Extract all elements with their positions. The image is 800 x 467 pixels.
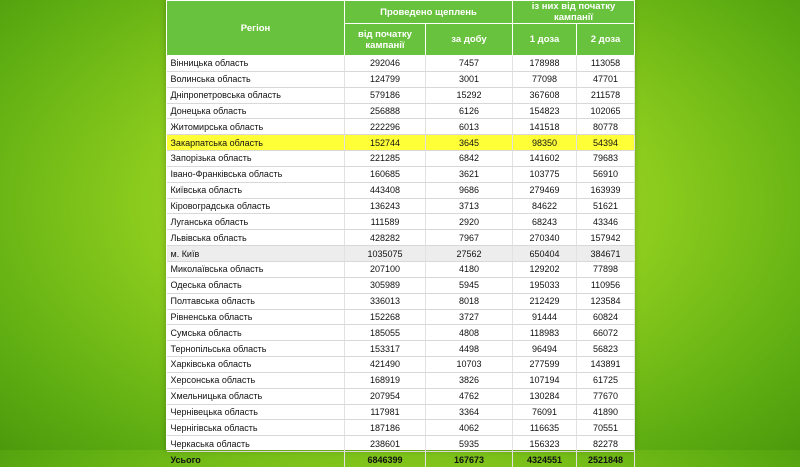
table-row: [167, 135, 635, 151]
dose2-cell: 384671: [577, 246, 635, 262]
per-day-cell: 8018: [426, 293, 513, 309]
vaccination-table: [166, 0, 635, 467]
table-row: [167, 436, 635, 452]
table-row: [167, 309, 635, 325]
region-cell: Вінницька область: [167, 56, 345, 72]
since-start-cell: 428282: [345, 230, 426, 246]
table-row: [167, 388, 635, 404]
region-cell: Житомирська область: [167, 119, 345, 135]
dose1-cell: 156323: [513, 436, 577, 452]
per-day-cell: 7457: [426, 56, 513, 72]
table-row: [167, 420, 635, 436]
per-day-cell: 4498: [426, 341, 513, 357]
dose1-cell: 96494: [513, 341, 577, 357]
dose2-cell: 110956: [577, 277, 635, 293]
dose2-cell: 113058: [577, 56, 635, 72]
per-day-cell: 3621: [426, 166, 513, 182]
since-start-cell: 305989: [345, 277, 426, 293]
dose1-cell: 195033: [513, 277, 577, 293]
per-day-cell: 15292: [426, 87, 513, 103]
region-cell: Херсонська область: [167, 372, 345, 388]
region-cell: Чернівецька область: [167, 404, 345, 420]
region-cell: Кіровоградська область: [167, 198, 345, 214]
dose2-cell: 163939: [577, 182, 635, 198]
region-cell: м. Київ: [167, 246, 345, 262]
dose1-cell: 141518: [513, 119, 577, 135]
since-start-cell: 160685: [345, 166, 426, 182]
per-day-cell: 3713: [426, 198, 513, 214]
dose2-cell: 56910: [577, 166, 635, 182]
table-header: [167, 1, 635, 56]
since-start-cell: 6846399: [345, 452, 426, 467]
table-row: [167, 293, 635, 309]
per-day-cell: 3826: [426, 372, 513, 388]
per-day-cell: 3364: [426, 404, 513, 420]
per-day-cell: 10703: [426, 357, 513, 373]
dose1-cell: 76091: [513, 404, 577, 420]
per-day-cell: 6126: [426, 103, 513, 119]
table-body: [167, 56, 635, 467]
per-day-cell: 5935: [426, 436, 513, 452]
per-day-cell: 4808: [426, 325, 513, 341]
region-cell: Тернопільська область: [167, 341, 345, 357]
since-start-cell: 443408: [345, 182, 426, 198]
per-day-cell: 167673: [426, 452, 513, 467]
table-row: [167, 404, 635, 420]
region-cell: Львівська область: [167, 230, 345, 246]
per-day-cell: 2920: [426, 214, 513, 230]
region-cell: Харківська область: [167, 357, 345, 373]
table-row: [167, 166, 635, 182]
dose1-cell: 277599: [513, 357, 577, 373]
since-start-cell: 117981: [345, 404, 426, 420]
region-cell: Чернігівська область: [167, 420, 345, 436]
since-start-cell: 336013: [345, 293, 426, 309]
dose1-cell: 118983: [513, 325, 577, 341]
dose2-cell: 56823: [577, 341, 635, 357]
dose2-cell: 47701: [577, 71, 635, 87]
region-cell: Рівненська область: [167, 309, 345, 325]
dose1-cell: 116635: [513, 420, 577, 436]
dose1-cell: 98350: [513, 135, 577, 151]
per-day-cell: 3645: [426, 135, 513, 151]
dose1-cell: 107194: [513, 372, 577, 388]
region-column-header: Регіон: [167, 1, 345, 56]
region-cell: Закарпатська область: [167, 135, 345, 151]
region-cell: Черкаська область: [167, 436, 345, 452]
since-start-cell: 579186: [345, 87, 426, 103]
dose2-cell: 51621: [577, 198, 635, 214]
since-start-cell: 187186: [345, 420, 426, 436]
dose2-cell: 61725: [577, 372, 635, 388]
dose1-cell: 129202: [513, 261, 577, 277]
since-start-cell: 1035075: [345, 246, 426, 262]
per-day-cell: 4062: [426, 420, 513, 436]
dose2-column-header: 2 доза: [577, 24, 635, 56]
dose1-column-header: 1 доза: [513, 24, 577, 56]
dose2-cell: 60824: [577, 309, 635, 325]
since-start-cell: 152268: [345, 309, 426, 325]
dose2-cell: 54394: [577, 135, 635, 151]
dose2-cell: 43346: [577, 214, 635, 230]
per-day-cell: 3727: [426, 309, 513, 325]
since-start-cell: 136243: [345, 198, 426, 214]
table-row: [167, 246, 635, 262]
per-day-cell: 6842: [426, 151, 513, 167]
dose2-cell: 70551: [577, 420, 635, 436]
region-cell: Полтавська область: [167, 293, 345, 309]
dose1-cell: 212429: [513, 293, 577, 309]
region-cell: Київська область: [167, 182, 345, 198]
table-row: [167, 325, 635, 341]
dose2-cell: 82278: [577, 436, 635, 452]
since-start-cell: 153317: [345, 341, 426, 357]
dose1-cell: 154823: [513, 103, 577, 119]
total-row: [167, 452, 635, 467]
table-row: [167, 230, 635, 246]
dose2-cell: 123584: [577, 293, 635, 309]
per-day-cell: 7967: [426, 230, 513, 246]
dose1-cell: 103775: [513, 166, 577, 182]
dose2-cell: 66072: [577, 325, 635, 341]
dose1-cell: 68243: [513, 214, 577, 230]
table-row: [167, 341, 635, 357]
since-start-cell: 152744: [345, 135, 426, 151]
dose2-cell: 77898: [577, 261, 635, 277]
dose2-cell: 77670: [577, 388, 635, 404]
dose2-cell: 211578: [577, 87, 635, 103]
region-cell: Усього: [167, 452, 345, 467]
dose1-cell: 84622: [513, 198, 577, 214]
since-start-cell: 124799: [345, 71, 426, 87]
dose1-cell: 77098: [513, 71, 577, 87]
since-start-cell: 421490: [345, 357, 426, 373]
since-start-cell: 222296: [345, 119, 426, 135]
dose2-cell: 143891: [577, 357, 635, 373]
since-start-column-header: від початку кампанії: [345, 24, 426, 56]
dose1-cell: 650404: [513, 246, 577, 262]
dose2-cell: 2521848: [577, 452, 635, 467]
per-day-column-header: за добу: [426, 24, 513, 56]
dose1-cell: 270340: [513, 230, 577, 246]
table-row: [167, 103, 635, 119]
per-day-cell: 9686: [426, 182, 513, 198]
dose2-cell: 79683: [577, 151, 635, 167]
dose2-cell: 157942: [577, 230, 635, 246]
since-start-cell: 256888: [345, 103, 426, 119]
since-start-cell: 207100: [345, 261, 426, 277]
region-cell: Миколаївська область: [167, 261, 345, 277]
since-start-cell: 207954: [345, 388, 426, 404]
region-cell: Волинська область: [167, 71, 345, 87]
vaccinated-group-header: Проведено щеплень: [345, 1, 513, 24]
per-day-cell: 27562: [426, 246, 513, 262]
dose1-cell: 141602: [513, 151, 577, 167]
table-row: [167, 357, 635, 373]
per-day-cell: 3001: [426, 71, 513, 87]
table-row: [167, 56, 635, 72]
table-row: [167, 87, 635, 103]
vaccination-table-sheet: [166, 0, 634, 465]
region-cell: Дніпропетровська область: [167, 87, 345, 103]
table-row: [167, 277, 635, 293]
table-row: [167, 182, 635, 198]
since-start-cell: 111589: [345, 214, 426, 230]
region-cell: Луганська область: [167, 214, 345, 230]
table-row: [167, 261, 635, 277]
region-cell: Сумська область: [167, 325, 345, 341]
dose1-cell: 279469: [513, 182, 577, 198]
dose2-cell: 41890: [577, 404, 635, 420]
region-cell: Запорізька область: [167, 151, 345, 167]
since-start-cell: 168919: [345, 372, 426, 388]
dose2-cell: 80778: [577, 119, 635, 135]
dose1-cell: 4324551: [513, 452, 577, 467]
dose1-cell: 178988: [513, 56, 577, 72]
per-day-cell: 5945: [426, 277, 513, 293]
table-row: [167, 372, 635, 388]
since-start-cell: 238601: [345, 436, 426, 452]
since-start-cell: 221285: [345, 151, 426, 167]
table-row: [167, 71, 635, 87]
per-day-cell: 4180: [426, 261, 513, 277]
dose1-cell: 91444: [513, 309, 577, 325]
dose2-cell: 102065: [577, 103, 635, 119]
region-cell: Хмельницька область: [167, 388, 345, 404]
per-day-cell: 4762: [426, 388, 513, 404]
table-row: [167, 198, 635, 214]
dose1-cell: 367608: [513, 87, 577, 103]
since-start-cell: 185055: [345, 325, 426, 341]
from-start-group-header: із них від початку кампанії: [513, 1, 635, 24]
region-cell: Івано-Франківська область: [167, 166, 345, 182]
since-start-cell: 292046: [345, 56, 426, 72]
dose1-cell: 130284: [513, 388, 577, 404]
region-cell: Одеська область: [167, 277, 345, 293]
table-row: [167, 214, 635, 230]
region-cell: Донецька область: [167, 103, 345, 119]
table-row: [167, 119, 635, 135]
table-row: [167, 151, 635, 167]
per-day-cell: 6013: [426, 119, 513, 135]
